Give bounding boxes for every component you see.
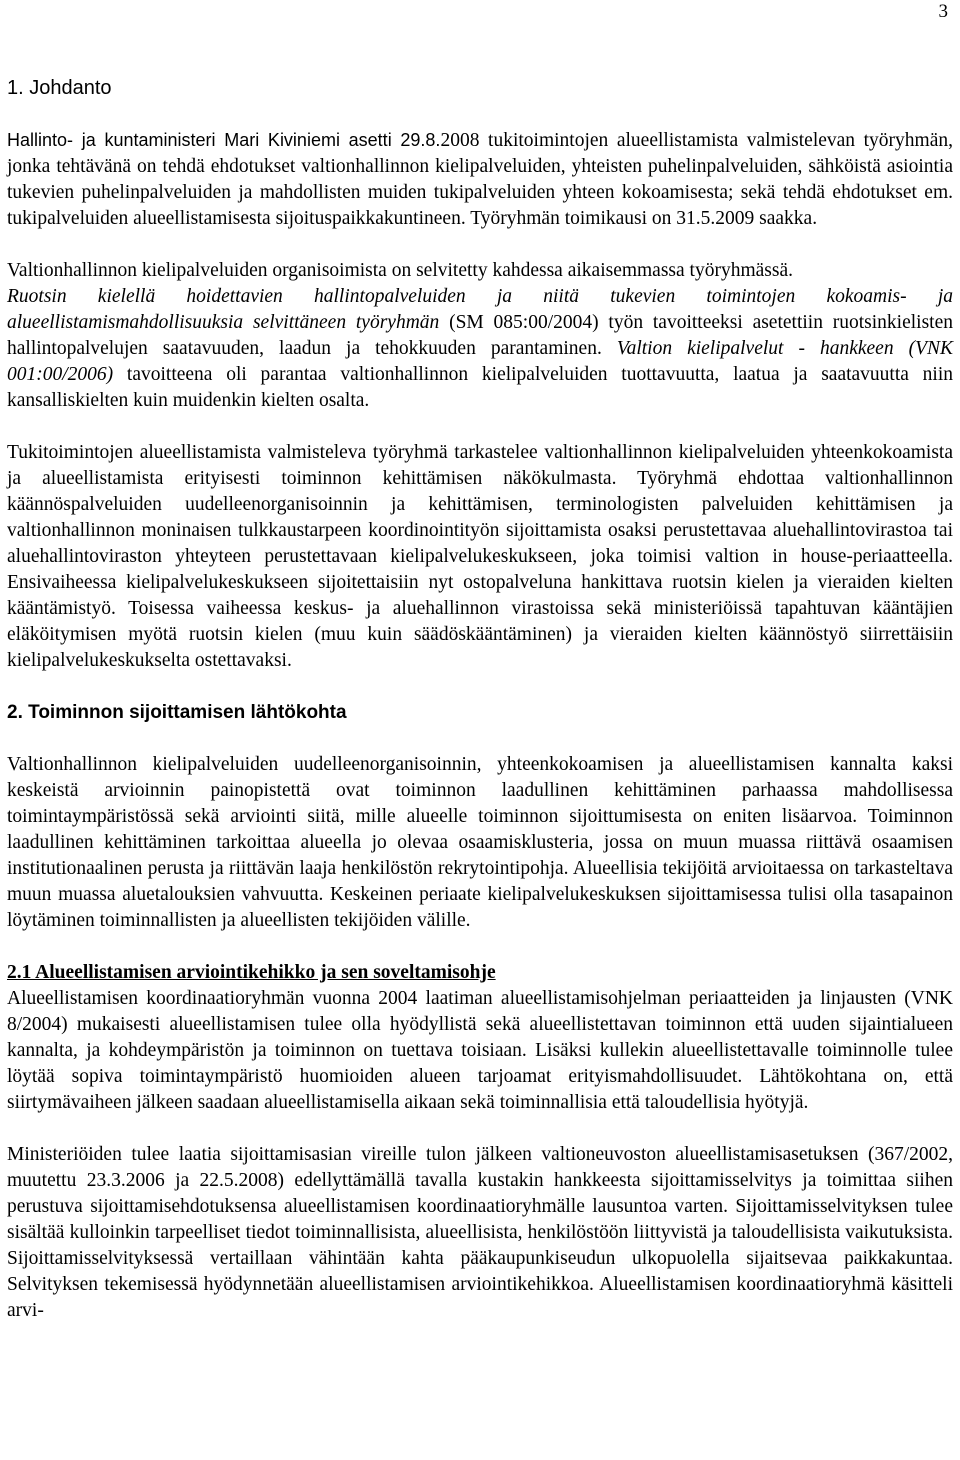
body-text: tavoitteena oli parantaa valtionhallinnon kielipalveluiden tuottavuutta, laatua ja saatavuutta niin kansalliskielten kuin muidenkin kielten osalta. bbox=[7, 364, 953, 411]
paragraph: Valtionhallinnon kielipalveluiden organisoimista on selvitetty kahdessa aikaisemmassa työryhmässä. bbox=[7, 260, 793, 281]
paragraph: Ministeriöiden tulee laatia sijoittamisasian vireille tulon jälkeen valtioneuvoston alueellistamisasetuksen (367/2002, muutettu 23.3.2006 ja 22.5.2008) edellyttämällä tavalla kustakin hankkeesta sijoittamisselvitys ja toimittaa siihen perustuva sijoittamisehdotuksensa alueellistamisen koordinaatioryhmälle lausuntoa varten. Sijoittamisselvityksen tulee sisältää kulloinkin tarpeelliset tiedot toiminnallisista, alueellisista, henkilöstöön liittyvistä ja taloudellisista vaikutuksista. Sijoittamisselvityksessä vertaillaan vähintään kahta pääkaupunkiseudun ulkopuolella sijaitsevaa paikkakuntaa. Selvityksen tekemisessä hyödynnetään alueellistamisen arviointikehikkoa. Alueellistamisen koordinaatioryhmä käsitteli arvi- bbox=[7, 1144, 953, 1321]
body-text: 2008 tukitoimintojen alueellistamista valmistelevan työryhmän, jonka tehtävänä on tehdä ehdotukset valtionhallinnon kielipalveluiden, yhteisten puhelinpalveluiden, sähköistä asiointia tukevien puhelinpalveluiden ja mahdollisten muiden tukipalveluiden yhteen kokoamisesta; sekä tehdä ehdotukset em. tukipalveluiden alueellistamisesta sijoituspaikkakuntineen. Työryhmän toimikausi on 31.5.2009 saakka. bbox=[7, 130, 953, 229]
paragraph: Alueellistamisen koordinaatioryhmän vuonna 2004 laatiman alueellistamisohjelman periaatteiden ja linjausten (VNK 8/2004) mukaisesti alueellistamisen tulee olla hyödyllistä sekä alueellistettavan toiminnon että uuden sijaintialueen kannalta, ja kohdeympäristön ja toiminnon on tuettava toisiaan. Lisäksi kullekin alueellistettavalle toiminnolle tulee löytää sopiva toimintaympäristö huomioiden alueen tarjoamat erityismahdollisuudet. Lähtökohtana on, että siirtymävaiheen jälkeen saadaan alueellistamisella aikaan sekä toiminnallisia että taloudellisia hyötyjä. bbox=[7, 988, 953, 1113]
italic-text: Ruotsin kielellä hoidettavien hallintopalveluiden ja niitä tukevien toimintojen kokoamis- ja alueellistamismahdollisuuksia selvittäneen työryhmän bbox=[7, 286, 953, 333]
body-text: (SM 085:00/2004) työn tavoitteeksi asetettiin ruotsinkielisten hallintopalvelujen saatavuuden, laadun ja tehokkuuden parantaminen. bbox=[7, 312, 953, 359]
paragraph: Tukitoimintojen alueellistamista valmisteleva työryhmä tarkastelee valtionhallinnon kielipalveluiden yhteenkokoamista ja alueellistamista erityisesti toiminnon kehittämisen näkökulmasta. Työryhmä ehdottaa valtionhallinnon käännöspalveluiden uudelleenorganisoinnin ja kehittämisen, terminologisten palveluiden kehittämisen ja valtionhallinnon moninaisen tulkkaustarpeen koordinointityön sijoittamista osaksi perustettavaa aluehallintovirastoa tai aluehallintoviraston yhteyteen perustettavaan kielipalvelukeskukseen, joka toimisi valtion in house-periaatteella. Ensivaiheessa kielipalvelukeskukseen sijoitettaisiin nyt ostopalveluna hankittava ruotsin kielen ja vieraiden kielten kääntämistyö. Toisessa vaiheessa keskus- ja aluehallinnon virastoissa sekä ministeriöissä tapahtuvan kääntäjien eläköitymisen myötä ruotsin kielen (muu kuin säädöskääntäminen) ja vieraiden kielten käännöstyö siirrettäisiin kielipalvelukeskukselta ostettavaksi. bbox=[7, 442, 953, 671]
paragraph bbox=[7, 284, 953, 414]
paragraph bbox=[7, 127, 953, 232]
document-body bbox=[7, 75, 953, 1324]
section-heading: 2. Toiminnon sijoittamisen lähtökohta bbox=[7, 702, 347, 723]
italic-text: Valtion kielipalvelut - hankkeen (VNK 001:00/2006) bbox=[7, 338, 953, 385]
sans-text: Hallinto- ja kuntaministeri Mari Kiviniemi asetti 29.8. bbox=[7, 130, 441, 150]
page-number: 3 bbox=[938, 1, 948, 22]
paragraph: Valtionhallinnon kielipalveluiden uudelleenorganisoinnin, yhteenkokoamisen ja alueellistamisen kannalta kaksi keskeistä arvioinnin painopistettä ovat toiminnon laadullinen kehittäminen parhaassa mahdollisessa toimintaympäristössä sekä arviointi siitä, mille alueelle toiminnon sijoittumisesta on eniten lisäarvoa. Toiminnon laadullinen kehittäminen tarkoittaa alueella jo olevaa osaamisklusteria, jossa on muun muassa riittävä osaamisen institutionaalinen perusta ja riittävän laaja henkilöstön rekrytointipohja. Alueellisia tekijöitä arvioitaessa on tarkasteltava muun muassa aluetalouksien vahvuutta. Keskeinen periaate kielipalvelukeskuksen sijoittamisessa tulisi olla tasapainon löytäminen toiminnallisten ja alueellisten tekijöiden välille. bbox=[7, 754, 953, 931]
subsection-heading: 2.1 Alueellistamisen arviointikehikko ja sen soveltamisohje bbox=[7, 962, 496, 983]
section-heading: 1. Johdanto bbox=[7, 77, 112, 99]
